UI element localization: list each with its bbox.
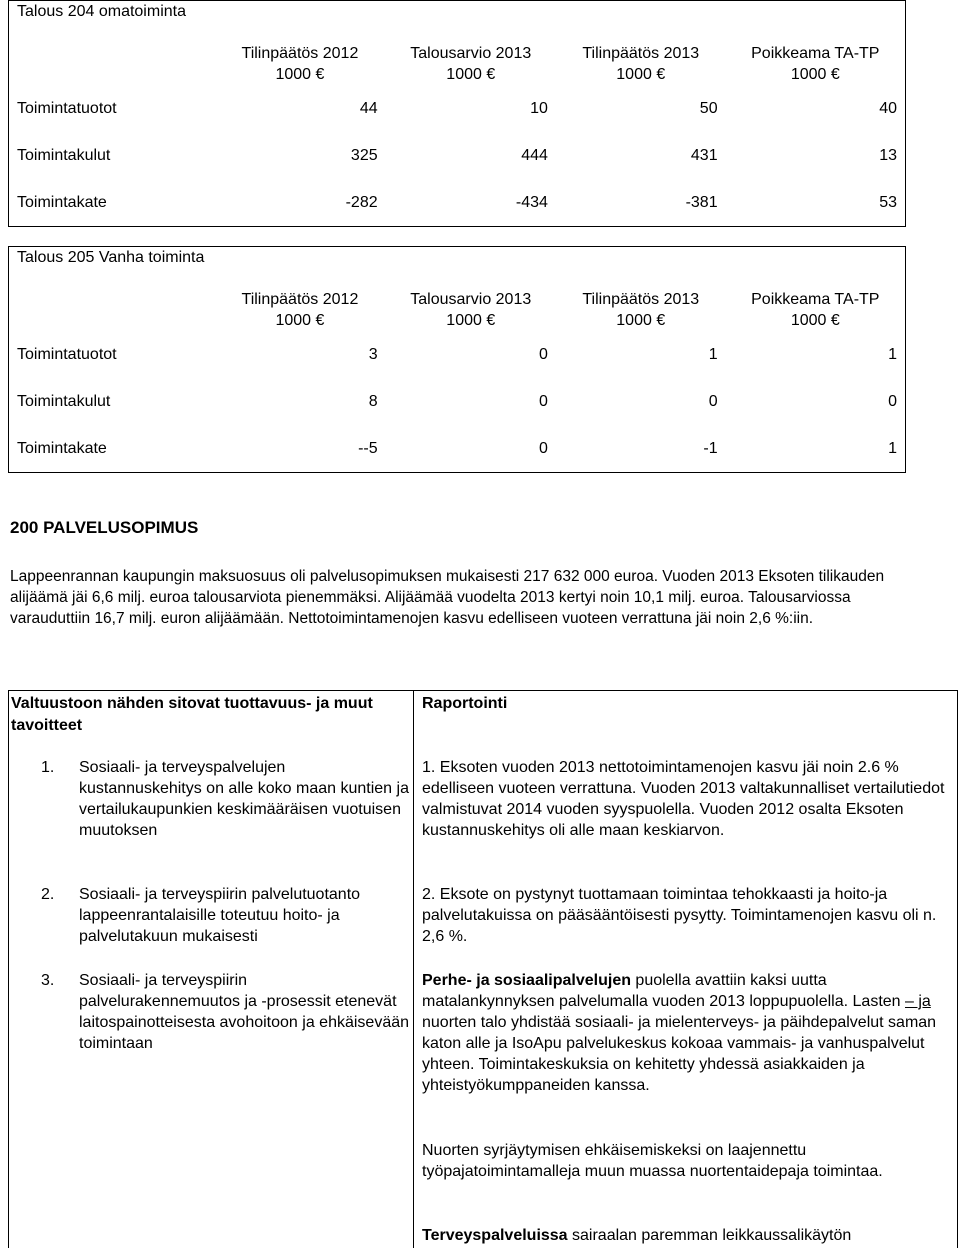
cell-value: 0 [539,346,548,363]
column-header: Talousarvio 2013 1000 € [410,45,532,83]
reporting-header: Raportointi [422,695,508,712]
cell-value: 431 [690,147,718,164]
column-header: Tilinpäätös 2013 1000 € [582,45,700,83]
cell-value: 44 [359,100,378,117]
column-header: Poikkeama TA-TP 1000 € [751,291,880,329]
section-heading: 200 PALVELUSOPIMUS [10,518,199,537]
column-header: Tilinpäätös 2012 1000 € [241,45,359,83]
cell-value: 10 [530,100,548,117]
table-row [9,378,906,425]
cell-value: 0 [539,440,548,457]
column-header: Tilinpäätös 2013 1000 € [582,291,700,329]
goals-table: Valtuustoon nähden sitovat tuottavuus- ja muut tavoitteet Raportointi 1. Sosiaali- ja terveyspalvelujen kustannuskehitys on alle koko maan kuntien ja vertailukaupunkien keskimääräisen vuotuisen muutoksen 2. Sosiaali- ja terveyspiirin palvelutuotanto lappeenrantalaisille toteutuu hoito- ja palvelutakuun mukaisesti 3. Sosiaali- ja terveyspiirin palvelurakennemuutos ja -prosessit etenevät laitospainotteisesta avohoitoon ja ehkäisevään toimintaan 1. Eksoten vuoden 2013 nettotoimintamenojen kasvu jäi noin 2.6 % edelliseen vuoteen verrattuna. Vuoden 2013 valtakunnalliset vertailutiedot valmistuvat 2014 vuoden syyspuolella. Vuoden 2012 osalta Eksoten kustannuskehitys oli alle maan keskiarvon. 2. Eksote on pystynyt tuottamaan toimintaa tehokkaasti ja hoito-ja palvelutakuissa on pääsääntöisesti pysytty. Toimintamenojen kasvu oli n. 2,6 %. Perhe- ja sosiaalipalvelujen puolella avattiin kaksi uutta matalankynnyksen palvelumalla vuoden 2013 loppupuolella. Lasten – ja nuorten talo yhdistää sosiaali- ja mielenterveys- ja päihdepalvelut saman katon alle ja IsoApu palvelukeskus kokoaa vammais- ja vanhuspalvelut yhteen. Toimintakeskuksia on kehitetty yhdessä asiakkaiden ja yhteistyökumppaneiden kanssa. Nuorten syrjäytymisen ehkäisemiskeksi on laajennettu työpajatoimintamalleja muun muassa nuortentaidepaja toimintaa. Terveyspalveluissa sairaalan paremman leikkaussalikäytön [8,690,958,1248]
table-row [9,331,906,378]
cell-value: -282 [345,194,378,211]
financial-table-204 [8,0,906,227]
cell-value: 40 [879,100,897,117]
column-header: Talousarvio 2013 1000 € [410,291,532,329]
report-text: 2. Eksote on pystynyt tuottamaan toimintaa tehokkaasti ja hoito-ja palvelutakuissa on pääsääntöisesti pysytty. Toimintamenojen kasvu oli n. 2,6 %. [422,886,937,945]
section-paragraph: Lappeenrannan kaupungin maksuosuus oli palvelusopimuksen mukaisesti 217 632 000 euroa. Vuoden 2013 Eksoten tilikauden alijäämä jäi 6,6 milj. euroa talousarviota pienemmäksi. Alijäämää vuodelta 2013 kertyi noin 10,1 milj. euroa. Talousarviossa varauduttiin 16,7 milj. euron alijäämään. Nettotoimintamenojen kasvu edelliseen vuoteen verrattuna jäi noin 2,6 %:iin. [10,568,885,627]
report-text: Nuorten syrjäytymisen ehkäisemiskeksi on laajennettu työpajatoimintamalleja muun muassa nuortentaidepaja toimintaa. [422,1142,883,1180]
table-row [9,85,906,132]
column-header: Tilinpäätös 2012 1000 € [241,291,359,329]
table-row [9,425,906,473]
cell-value: 3 [368,346,378,363]
cell-value: 1 [888,440,897,457]
report-text: 1. Eksoten vuoden 2013 nettotoimintamenojen kasvu jäi noin 2.6 % edelliseen vuoteen verrattuna. Vuoden 2013 valtakunnalliset vertailutiedot valmistuvat 2014 vuoden syyspuolella. Vuoden 2012 osalta Eksoten kustannuskehitys oli alle maan keskiarvon. [422,759,945,839]
row-label: Toimintatuotot [17,100,117,117]
column-divider [413,691,414,1248]
row-label: Toimintakulut [17,147,111,164]
cell-value: 1 [888,346,897,363]
table-title: Talous 204 omatoiminta [17,3,186,20]
row-label: Toimintakate [17,440,107,457]
financial-table-205 [8,246,906,473]
report-text: Perhe- ja sosiaalipalvelujen puolella avattiin kaksi uutta matalankynnyksen palvelumalla vuoden 2013 loppupuolella. Lasten – ja nuorten talo yhdistää sosiaali- ja mielenterveys- ja päihdepalvelut saman katon alle ja IsoApu palvelukeskus kokoaa vammais- ja vanhuspalvelut yhteen. Toimintakeskuksia on kehitetty yhdessä asiakkaiden ja yhteistyökumppaneiden kanssa. [422,972,937,1094]
cell-value: 325 [350,147,378,164]
cell-value: 0 [888,393,897,410]
cell-value: 50 [699,100,718,117]
cell-value: 1 [708,346,718,363]
table-row [9,132,906,179]
report-text: Terveyspalveluissa sairaalan paremman leikkaussalikäytön [422,1227,852,1244]
cell-value: -381 [685,194,718,211]
table-row [9,179,906,227]
cell-value: -434 [515,194,548,211]
cell-value: -1 [703,440,718,457]
cell-value: 0 [708,393,718,410]
table-title: Talous 205 Vanha toiminta [17,249,205,266]
goals-header: Valtuustoon nähden sitovat tuottavuus- ja muut tavoitteet [11,695,373,734]
cell-value: 53 [879,194,897,211]
row-label: Toimintakulut [17,393,111,410]
row-label: Toimintakate [17,194,107,211]
cell-value: 0 [539,393,548,410]
cell-value: --5 [358,440,378,457]
column-header: Poikkeama TA-TP 1000 € [751,45,880,83]
row-label: Toimintatuotot [17,346,117,363]
cell-value: 8 [368,393,378,410]
cell-value: 444 [521,147,548,164]
cell-value: 13 [879,147,897,164]
